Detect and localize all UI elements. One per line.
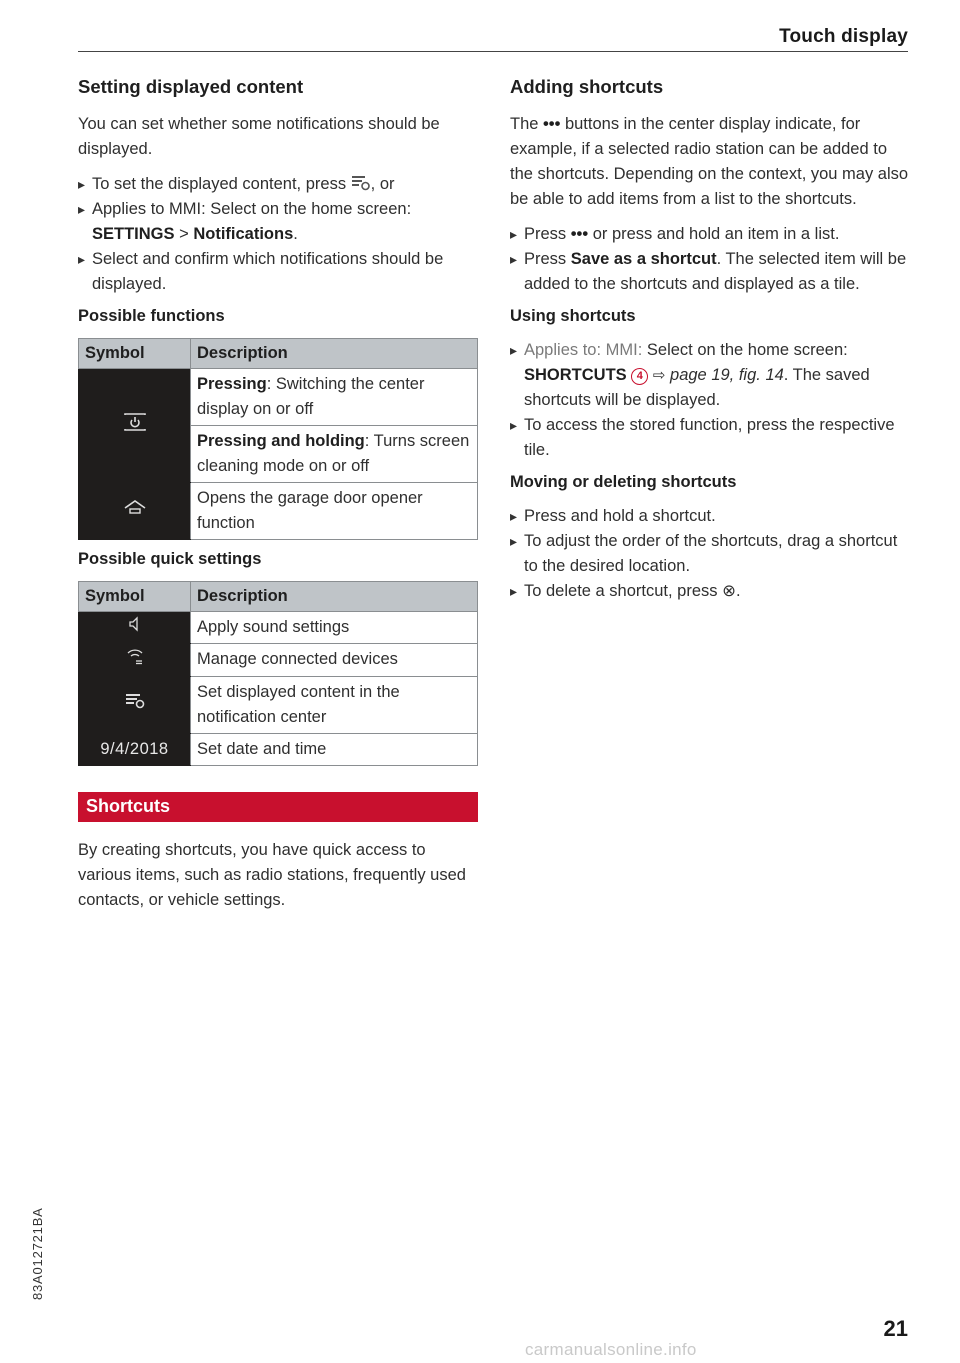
step-item: ▸ To adjust the order of the shortcuts, drag a shortcut to the desired location. [510, 529, 910, 579]
sound-icon [79, 612, 191, 644]
intro-paragraph: You can set whether some notifications should be displayed. [78, 115, 440, 158]
right-column [510, 70, 910, 614]
col-header-symbol: Symbol [79, 582, 191, 612]
table-cell: Pressing: Switching the center display on or off [191, 369, 478, 426]
step-item: ▸ Press and hold a shortcut. [510, 504, 910, 529]
more-dots-icon: ••• [570, 225, 589, 243]
col-header-symbol: Symbol [79, 339, 191, 369]
menu-notifications: Notifications [193, 225, 294, 243]
heading-possible-functions: Possible functions [78, 307, 225, 325]
page-number: 21 [883, 1316, 908, 1341]
notification-settings-icon [79, 677, 191, 734]
table-cell: Apply sound settings [191, 612, 478, 644]
left-column [78, 70, 478, 913]
page-reference: page 19, fig. 14 [670, 366, 784, 384]
date-display: 9/4/2018 [79, 734, 191, 766]
quick-settings-table [78, 581, 478, 766]
adding-intro: The ••• buttons in the center display indicate, for example, if a selected radio station can be added to the shortcuts. Depending on the context, you may also be able to add items from a list to the shortcuts. [510, 115, 909, 208]
shortcuts-intro: By creating shortcuts, you have quick access to various items, such as radio stations, frequently used contacts, or vehicle settings. [78, 841, 466, 909]
col-header-description: Description [191, 339, 478, 369]
applies-to-note: Applies to: MMI: [524, 341, 643, 359]
connected-devices-icon [79, 644, 191, 677]
running-header: Touch display [779, 26, 908, 47]
table-cell: Pressing and holding: Turns screen cleaning mode on or off [191, 426, 478, 483]
step-item: ▸ Press Save as a shortcut. The selected item will be added to the shortcuts and displayed as a tile. [510, 247, 910, 297]
table-cell: Manage connected devices [191, 644, 478, 677]
step-list [510, 222, 910, 297]
delete-icon: ⊗ [722, 582, 736, 600]
display-power-icon [79, 369, 191, 483]
save-shortcut-label: Save as a shortcut [570, 250, 717, 268]
heading-adding-shortcuts: Adding shortcuts [510, 76, 664, 97]
menu-settings: SETTINGS [92, 225, 175, 243]
reference-arrow-icon: ⇨ [652, 367, 666, 384]
callout-number: 4 [631, 368, 648, 385]
table-cell: Set date and time [191, 734, 478, 766]
table-cell: Set displayed content in the notification center [191, 677, 478, 734]
step-list [510, 504, 910, 604]
heading-using-shortcuts: Using shortcuts [510, 307, 636, 325]
step-item: ▸ To set the displayed content, press , or [78, 172, 478, 197]
step-item: ▸ Press ••• or press and hold an item in a list. [510, 222, 910, 247]
table-cell: Opens the garage door opener function [191, 483, 478, 540]
heading-possible-quick-settings: Possible quick settings [78, 550, 262, 568]
step-item: ▸ To delete a shortcut, press ⊗. [510, 579, 910, 604]
more-dots-icon: ••• [543, 115, 561, 133]
step-item: ▸ Select and confirm which notifications should be displayed. [78, 247, 478, 297]
step-list [510, 338, 910, 463]
functions-table [78, 338, 478, 540]
heading-setting-displayed-content: Setting displayed content [78, 76, 304, 97]
watermark: carmanualsonline.info [525, 1340, 697, 1359]
step-list [78, 172, 478, 297]
heading-moving-deleting: Moving or deleting shortcuts [510, 473, 737, 491]
notification-settings-icon [351, 175, 371, 193]
step-item: ▸ Applies to: MMI: Select on the home screen: SHORTCUTS 4 ⇨ page 19, fig. 14. The saved shortcuts will be displayed. [510, 338, 910, 413]
menu-shortcuts: SHORTCUTS [524, 366, 627, 384]
step-item: ▸ Applies to MMI: Select on the home screen: SETTINGS > Notifications. [78, 197, 478, 247]
col-header-description: Description [191, 582, 478, 612]
section-banner-shortcuts: Shortcuts [78, 792, 478, 822]
step-item: ▸ To access the stored function, press the respective tile. [510, 413, 910, 463]
garage-door-icon [79, 483, 191, 540]
header-rule [78, 51, 908, 52]
document-code: 83A012721BA [30, 1207, 45, 1300]
